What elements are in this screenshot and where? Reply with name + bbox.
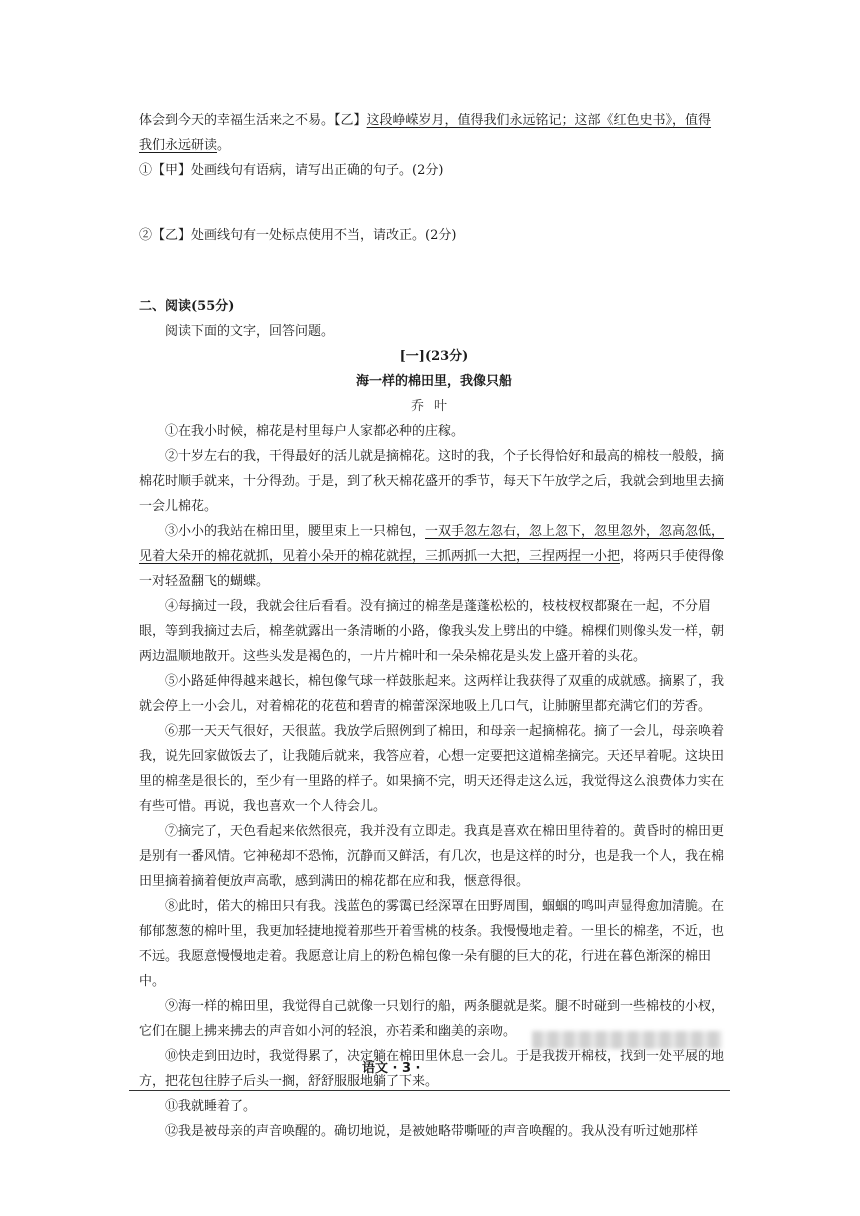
footer-rule <box>129 1090 730 1091</box>
answer-space-1 <box>139 183 729 223</box>
line-text: 体会到今天的幸福生活来之不易。【乙】 <box>139 113 367 128</box>
page-number-label: 语文 · 3 · <box>362 1061 421 1076</box>
article-author: 乔叶 <box>410 399 457 414</box>
paragraph-3-end: ，将两只手使得像一对轻盈翻飞的蝴蝶。 <box>139 549 725 589</box>
paragraph-1: ①在我小时候，棉花是村里每户人家都必种的庄稼。 <box>165 424 465 439</box>
paragraph-10: ⑩快走到田边时，我觉得累了，决定躺在棉田里休息一会儿。于是我拨开棉枝，找到一处平展的地方，把花包往脖子后头一搁，舒舒服服地躺了下来。 <box>139 1049 725 1089</box>
line-end: 。 <box>217 138 231 153</box>
paragraph-2: ②十岁左右的我，干得最好的活儿就是摘棉花。这时的我，个子长得恰好和最高的棉枝一般般，摘棉花时顺手就来，十分得劲。于是，到了秋天棉花盛开的季节，每天下午放学之后，我就会到地里去摘一会儿棉花。 <box>139 449 725 514</box>
question-2: ②【乙】处画线句有一处标点使用不当，请改正。(2分) <box>139 228 457 243</box>
answer-space-2 <box>139 248 729 294</box>
underlined-sentence-yi-cont: 我们永远研读 <box>139 138 218 153</box>
section-heading: 二、阅读(55分) <box>139 299 235 314</box>
paragraph-9: ⑨海一样的棉田里，我觉得自己就像一只划行的船，两条腿就是桨。腿不时碰到一些棉枝的小杈，它们在腿上拂来拂去的声音如小河的轻浪，亦若柔和幽美的亲吻。 <box>139 999 725 1039</box>
paragraph-11: ⑪我就睡着了。 <box>165 1099 257 1114</box>
page-content <box>139 108 729 1144</box>
paragraph-6: ⑥那一天天气很好，天很蓝。我放学后照例到了棉田，和母亲一起摘棉花。摘了一会儿，母亲唤着我，说先回家做饭去了，让我随后就来，我答应着，心想一定要把这道棉垄摘完。天还早着呢。这块田里的棉垄是很长的，至少有一里路的样子。如果摘不完，明天还得走这么远，我觉得这么浪费体力实在有些可惜。再说，我也喜欢一个人待会儿。 <box>139 724 725 814</box>
paragraph-3 <box>139 519 729 594</box>
paragraph-5: ⑤小路延伸得越来越长，棉包像气球一样鼓胀起来。这两样让我获得了双重的成就感。摘累了，我就会停上一小会儿，对着棉花的花苞和碧青的棉蕾深深地吸上几口气，让肺腑里都充满它们的芳香。 <box>139 674 725 714</box>
paragraph-12: ⑫我是被母亲的声音唤醒的。确切地说，是被她略带嘶哑的声音唤醒的。我从没有听过她那样 <box>165 1124 699 1139</box>
article-title: 海一样的棉田里，我像只船 <box>355 374 512 389</box>
paragraph-7: ⑦摘完了，天色看起来依然很亮，我并没有立即走。我真是喜欢在棉田里待着的。黄昏时的棉田更是别有一番风情。它神秘却不恐怖，沉静而又鲜活，有几次，也是这样的时分，也是我一个人，我在棉田里摘着摘着便放声高歌，感到满田的棉花都在应和我，惬意得很。 <box>139 824 725 889</box>
section-instruction: 阅读下面的文字，回答问题。 <box>165 324 335 339</box>
blurred-watermark <box>532 1031 722 1049</box>
paragraph-8: ⑧此时，偌大的棉田只有我。浅蓝色的雾霭已经深罩在田野周围，蝈蝈的鸣叫声显得愈加清脆。在郁郁葱葱的棉叶里，我更加轻捷地搅着那些开着雪桃的枝条。我慢慢地走着。一里长的棉垄，不近，也不远。我愿意慢慢地走着。我愿意让肩上的粉色棉包像一朵有腿的巨大的花，行进在暮色渐深的棉田中。 <box>139 899 725 989</box>
paragraph-4: ④每摘过一段，我就会往后看看。没有摘过的棉垄是蓬蓬松松的，枝枝杈杈都聚在一起，不分眉眼，等到我摘过去后，棉垄就露出一条清晰的小路，像我头发上劈出的中缝。棉棵们则像头发一样，朝两边温顺地散开。这些头发是褐色的，一片片棉叶和一朵朵棉花是头发上盛开着的头花。 <box>139 599 725 664</box>
question-1: ①【甲】处画线句有语病，请写出正确的句子。(2分) <box>139 163 444 178</box>
paragraph-3-start: ③小小的我站在棉田里，腰里束上一只棉包， <box>165 524 426 539</box>
passage-continuation <box>139 108 729 158</box>
paragraph-3-underlined: 一双手忽左忽右，忽上忽下，忽里忽外，忽高忽低，见着大朵开的棉花就抓，见着小朵开的棉花就捏，三抓两抓一大把，三捏两捏一小把 <box>139 524 725 564</box>
underlined-sentence-yi: 这段峥嵘岁月，值得我们永远铭记；这部《红色史书》，值得 <box>366 113 712 128</box>
part-heading: [一](23分) <box>399 349 469 364</box>
